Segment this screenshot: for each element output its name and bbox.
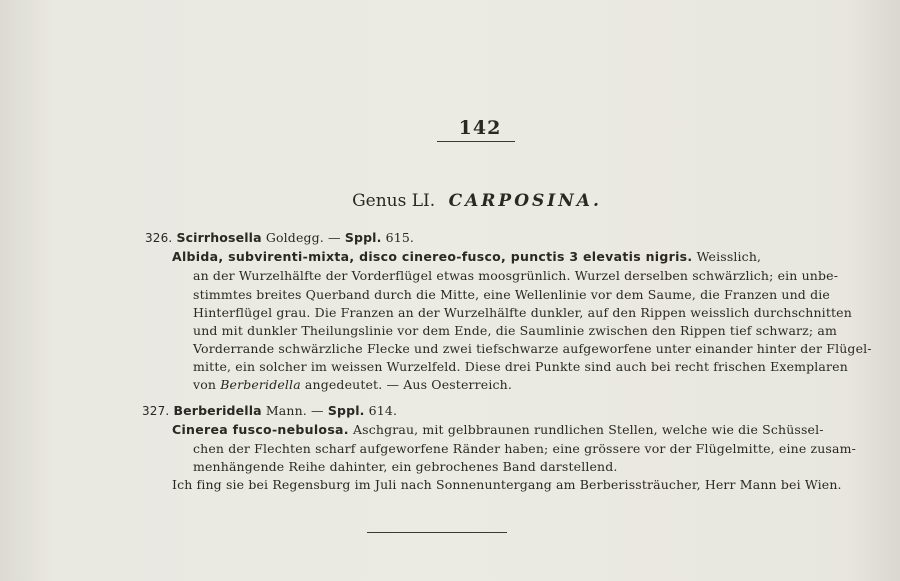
species-name: Berberidella: [173, 403, 262, 418]
description-line: Vorderrande schwärzliche Flecke und zwei tiefschwarze aufgeworfene unter einander hinter der Flügel-: [193, 341, 872, 356]
description-line: chen der Flechten scharf aufgeworfene Ränder haben; eine grössere vor der Flügelmitte, eine zusam-: [193, 441, 856, 456]
description-line: mitte, ein solcher im weissen Wurzelfeld. Diese drei Punkte sind auch bei recht frischen Exemplaren: [193, 359, 848, 374]
sppl-label: Sppl.: [327, 403, 365, 418]
locality-line: Ich fing sie bei Regensburg im Juli nach Sonnenuntergang am Berberissträucher, Herr Mann bei Wien.: [172, 477, 842, 492]
entry-327-header: [142, 403, 397, 418]
entry-326-diagnosis-line: [172, 249, 761, 264]
italic-species-ref: Berberidella: [220, 377, 301, 392]
entry-number: 327.: [142, 404, 170, 418]
sppl-label: Sppl.: [344, 230, 382, 245]
description-line: Hinterflügel grau. Die Franzen an der Wurzelhälfte dunkler, auf den Rippen weisslich durchschnitten: [193, 305, 852, 320]
author-reference: Goldegg. —: [265, 230, 345, 245]
description-last-line: [193, 377, 512, 392]
genus-heading: [0, 191, 900, 211]
description-line: und mit dunkler Theilungslinie vor dem Ende, die Saumlinie zwischen den Rippen tief schwarz; am: [193, 323, 838, 338]
entry-326-header: [145, 230, 414, 245]
figure-number: 614.: [368, 403, 398, 418]
description-line: stimmtes breites Querband durch die Mitte, eine Wellenlinie vor dem Saume, die Franzen und die: [193, 287, 830, 302]
latin-diagnosis: Cinerea fusco-nebulosa.: [172, 422, 349, 437]
latin-diagnosis: Albida, subvirenti-mixta, disco cinereo-fusco, punctis 3 elevatis nigris.: [172, 249, 693, 264]
entry-number: 326.: [145, 231, 173, 245]
figure-number: 615.: [385, 230, 415, 245]
description-line: menhängende Reihe dahinter, ein gebrochenes Band darstellend.: [193, 459, 618, 474]
entry-327-diagnosis-line: [172, 422, 824, 437]
genus-label: Genus LI.: [352, 191, 436, 211]
description-start: Weisslich,: [696, 249, 762, 264]
text-fragment: von: [193, 377, 221, 392]
page-number: 142: [458, 117, 502, 139]
species-name: Scirrhosella: [176, 230, 262, 245]
author-reference: Mann. —: [265, 403, 328, 418]
description-start: Aschgrau, mit gelbbraunen rundlichen Stellen, welche wie die Schüssel-: [352, 422, 824, 437]
genus-name: CARPOSINA.: [448, 191, 602, 211]
description-line: an der Wurzelhälfte der Vorderflügel etwas moosgrünlich. Wurzel derselben schwärzlich; ein unbe-: [193, 268, 839, 283]
text-fragment: angedeutet. — Aus Oesterreich.: [300, 377, 512, 392]
bottom-rule: [367, 532, 507, 533]
page-number-rule: [437, 141, 515, 142]
